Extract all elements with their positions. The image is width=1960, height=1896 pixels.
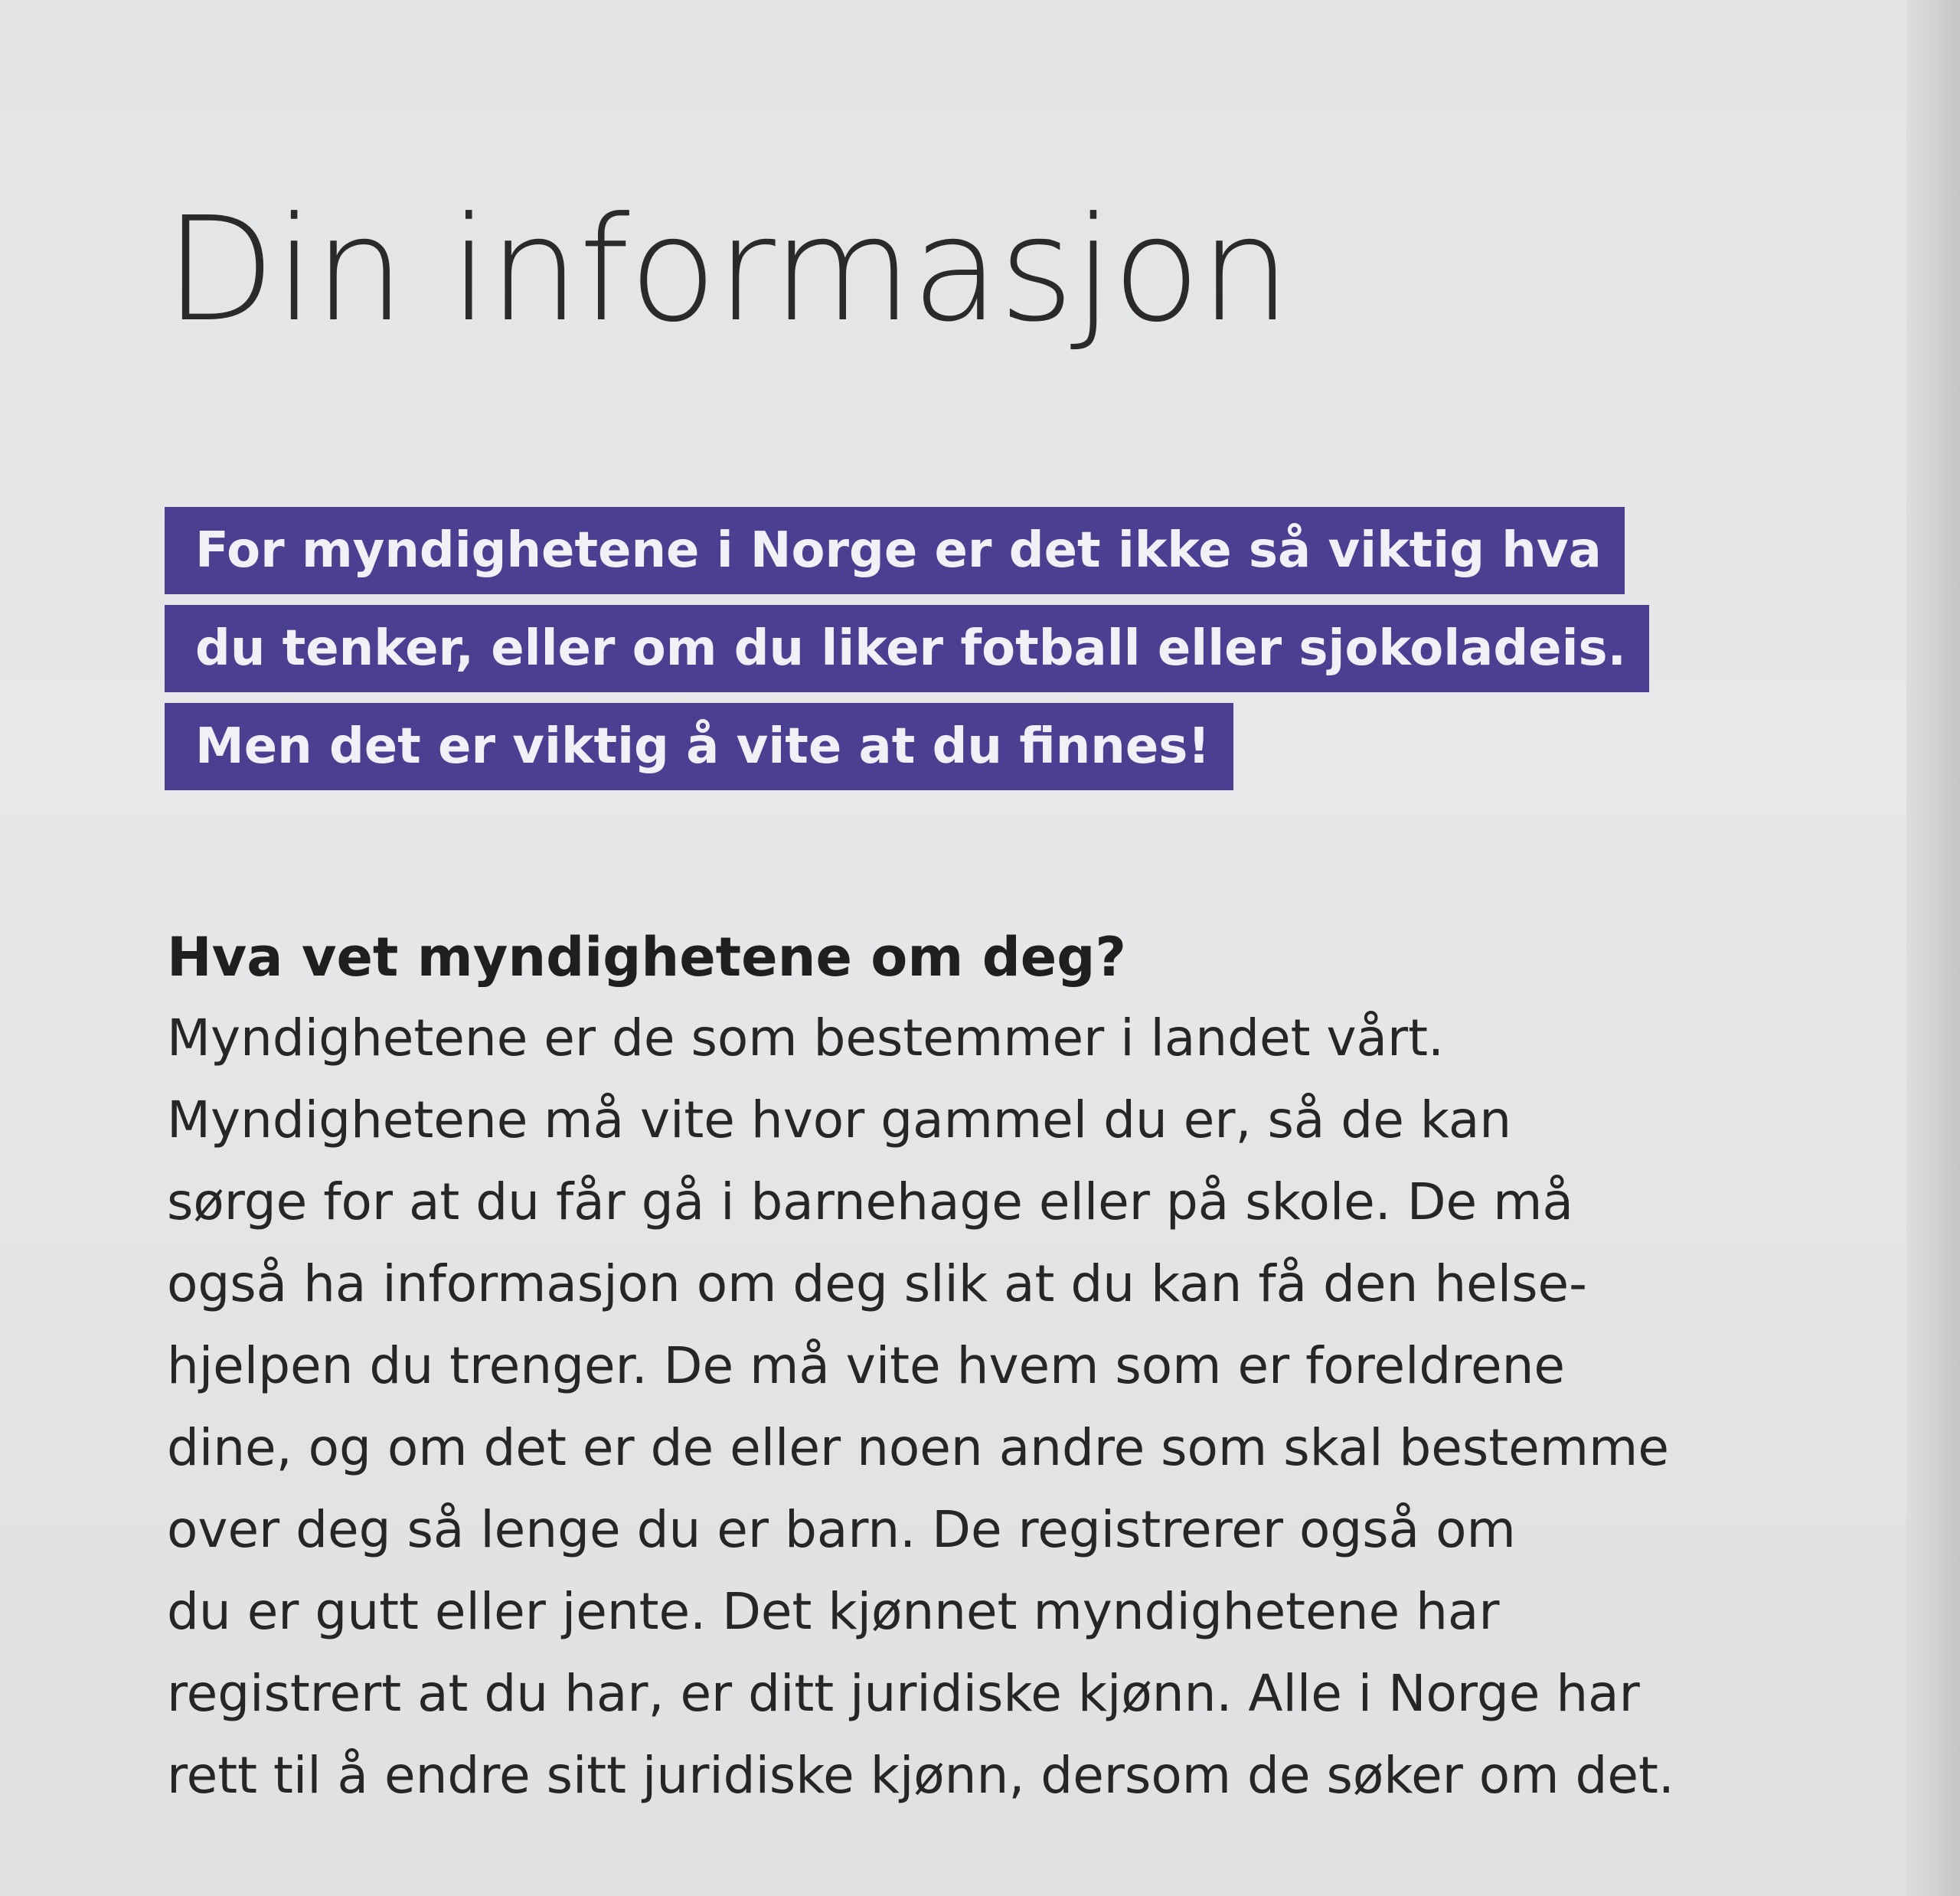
- section-heading: Hva vet myndighetene om deg?: [167, 926, 1126, 989]
- body-line: Myndighetene er de som bestemmer i landet vårt.: [167, 1008, 1444, 1067]
- page-edge-shadow: [1906, 0, 1960, 1896]
- intro-line: For myndighetene i Norge er det ikke så viktig hva: [165, 507, 1625, 594]
- intro-line: du tenker, eller om du liker fotball eller sjokoladeis.: [165, 605, 1649, 692]
- body-line: over deg så lenge du er barn. De registrerer også om: [167, 1500, 1516, 1559]
- body-line: rett til å endre sitt juridiske kjønn, dersom de søker om det.: [167, 1746, 1674, 1805]
- intro-line: Men det er viktig å vite at du finnes!: [165, 703, 1233, 790]
- body-line: Myndighetene må vite hvor gammel du er, så de kan: [167, 1090, 1512, 1149]
- page-title: Din informasjon: [165, 186, 1291, 354]
- intro-highlight-block: [165, 507, 1649, 801]
- body-line: registrert at du har, er ditt juridiske kjønn. Alle i Norge har: [167, 1664, 1640, 1723]
- body-line: dine, og om det er de eller noen andre som skal bestemme: [167, 1418, 1669, 1477]
- body-line: også ha informasjon om deg slik at du kan få den helse-: [167, 1254, 1587, 1313]
- body-paragraph: [167, 997, 1674, 1816]
- body-line: hjelpen du trenger. De må vite hvem som er foreldrene: [167, 1336, 1566, 1395]
- body-line: du er gutt eller jente. Det kjønnet myndighetene har: [167, 1582, 1500, 1641]
- body-line: sørge for at du får gå i barnehage eller på skole. De må: [167, 1172, 1573, 1231]
